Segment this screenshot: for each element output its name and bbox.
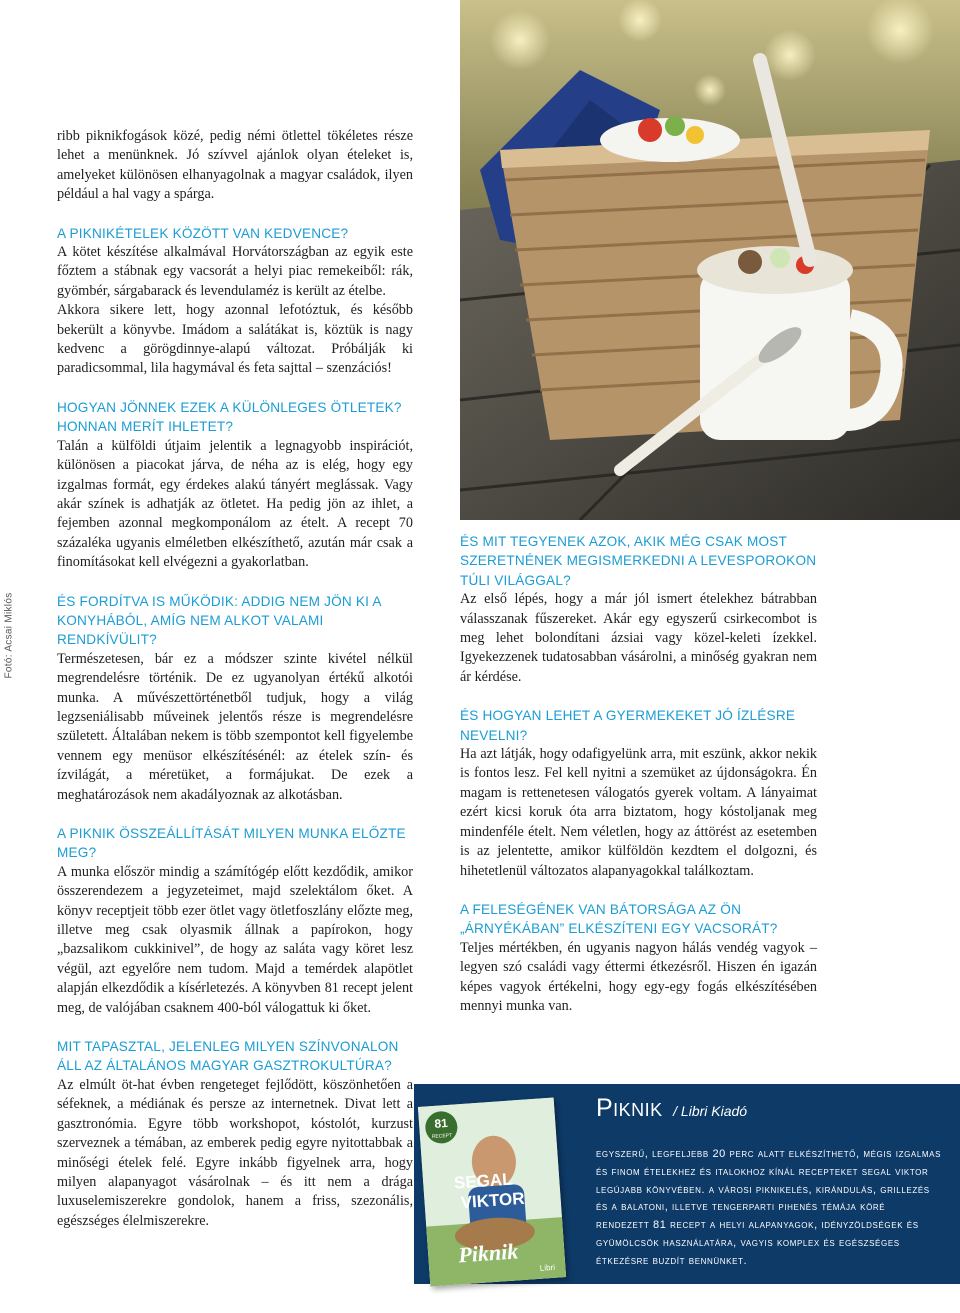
- book-cover-title: Piknik: [457, 1238, 519, 1268]
- book-cover-publisher: Libri: [539, 1262, 556, 1273]
- question-heading: MIT TAPASZTAL, JELENLEG MILYEN SZÍNVONALON ÁLL AZ ÁLTALÁNOS MAGYAR GASZTROKULTÚRA?: [57, 1039, 399, 1074]
- question-heading: ÉS FORDÍTVA IS MŰKÖDIK: ADDIG NEM JÖN KI A KONYHÁBÓL, AMÍG NEM ALKOT VALAMI RENDKÍVÜLIT?: [57, 593, 381, 648]
- answer-paragraph: Az elmúlt öt-hat évben rengeteget fejlődött, köszönhetően a séfeknek, a médiának és persze az internetnek. Divat lett a gasztronómia. Egyre több workshopot, kóstolót, kurzust szerveznek a témában, az emberek pedig egyre nyitottabbak a minőségi ételek felé. Egyre inkább figyelnek arra, hogy milyen alapanyagot vásárolnak – és itt nem a drága luxuselemiszerekre gondolok, hanem a friss, szezonális, egészséges élelmiszerekre.: [57, 1076, 413, 1229]
- intro-paragraph: ribb piknikfogások közé, pedig némi ötlettel tökéletes része lehet a menünknek. Jó szívvel ajánlok olyan ételeket is, amelyeket különösen elhanyagolnak a magyar családok, ilyen például a hal vagy a spárga.: [57, 128, 413, 203]
- question-heading: ÉS HOGYAN LEHET A GYERMEKEKET JÓ ÍZLÉSRE NEVELNI?: [460, 708, 796, 743]
- answer-paragraph: Talán a külföldi útjaim jelentik a legnagyobb inspirációt, különösen a piacokat járva, de néha az is elég, hogy egy izgalmas formát, egy érdekes alakú tányért meglássak. Vagy akár színek is adhatják az ötletet. Ha pedig jön az ihlet, a fejemben azonnal megkomponálom az ételt. A recept 70 százaléka ugyanis elméletben elkészíthető, azután már csak a finomításokat kell elvégezni a gyakorlatban.: [57, 437, 413, 571]
- book-author-last: VIKTOR: [460, 1188, 526, 1213]
- answer-paragraph: Teljes mértékben, én ugyanis nagyon hálás vendég vagyok – legyen szó családi vagy éttermi étkezésről. Hiszen én igazán képes vagyok értékelni, hogy egy-egy fogás elkészítésében mennyi munka van.: [460, 939, 817, 1014]
- answer-paragraph: Természetesen, bár ez a módszer szinte kivétel nélkül megrendelésre történik. De ez ugyanolyan értékű alkotói munka. A művészettörténetből tudjuk, hogy a világ legzseniálisabb műveinek jelentős része is megrendelésre született. Általában nekem is több szempontot kell figyelembe vennem egy menüsor elkészítésénél: az ételek szín- és ízvilágát, a méretüket, a formájukat. De ezek a meghatározások nem akadályoznak az alkotásban.: [57, 650, 413, 803]
- photo-credit: Fotó: Acsai Miklós: [3, 592, 15, 679]
- question-heading: A PIKNIK ÖSSZEÁLLÍTÁSÁT MILYEN MUNKA ELŐZTE MEG?: [57, 826, 406, 861]
- answer-paragraph: Ha azt látják, hogy odafigyelünk arra, mit eszünk, akkor nekik is fontos lesz. Fel kell nyitni a szemüket az újdonságokra. Én magam is rettenetesen válogatós gyerek voltam. A lányaimat ezért kicsi koruk óta arra biztatom, hogy kóstoljanak meg mindenféle ételt. Nem véletlen, hogy az áttörést az esetemben is az jelentette, amikor külföldön kezdtem el dolgozni, és hihetetlenül változatos alapanyagokkal találkoztam.: [460, 746, 817, 879]
- right-column: [460, 532, 817, 1016]
- question-heading: A FELESÉGÉNEK VAN BÁTORSÁGA AZ ÖN „ÁRNYÉKÁBAN” ELKÉSZÍTENI EGY VACSORÁT?: [460, 901, 778, 937]
- left-column: [57, 127, 413, 1231]
- book-author-first: SEGAL: [453, 1169, 514, 1193]
- promo-title: [596, 1094, 747, 1123]
- answer-paragraph: Akkora sikere lett, hogy azonnal lefotóztuk, és később bekerült a könyvbe. Imádom a salátákat is, köztük is nagy kedvenc a görögdinnye-alapú változat. Próbálják ki paradicsommal, lila hagymával és feta sajttal – szenzációs!: [57, 302, 413, 377]
- book-cover-image: [418, 1097, 566, 1286]
- answer-paragraph: A munka először mindig a számítógép előtt kezdődik, amikor összerendezem a jegyzeteimet, majd szelektálom őket. A könyv receptjeit több ezer ötlet vagy ötletfoszlány előzte meg, illetve meg csak olyasmik állnak a papírokon, hogy „bazsalikom cukkinivel”, de hogy az saláta vagy köret lesz végül, azt egyelőre nem tudom. Majd a temérdek alapötlet alapján elkezdődik a kísérletezés. A könyvben 81 recept jelent meg, de valójában csaknem 400-ból válogattuk ki őket.: [57, 863, 413, 1016]
- promo-book-title: Piknik: [596, 1094, 663, 1122]
- question-heading: HOGYAN JÖNNEK EZEK A KÜLÖNLEGES ÖTLETEK? HONNAN MERÍT IHLETET?: [57, 399, 402, 435]
- question-heading: ÉS MIT TEGYENEK AZOK, AKIK MÉG CSAK MOST SZERETNÉNEK MEGISMERKEDNI A LEVESPOROKON TÚLI VILÁGGAL?: [460, 534, 817, 588]
- promo-publisher: / Libri Kiadó: [673, 1103, 748, 1119]
- book-badge-number: 81: [433, 1115, 449, 1131]
- book-badge-text: RECEPT: [431, 1132, 453, 1141]
- answer-paragraph: A kötet készítése alkalmával Horvátországban az egyik este főztem a stábnak egy vacsorát a helyi piac remekeiből: rák, gyömbér, sárgabarack és levendulaméz is került az ételbe.: [57, 244, 413, 299]
- answer-paragraph: Az első lépés, hogy a már jól ismert ételekhez bátrabban válasszanak fűszereket. Akár egy egyszerű csirkecombot is meg lehet bolondítani ázsiai vagy közel-keleti ízekkel. Igyekezzenek tudatosabban vásárolni, a minőség gyakran nem ár kérdése.: [460, 591, 817, 685]
- question-heading: A PIKNIKÉTELEK KÖZÖTT VAN KEDVENCE?: [57, 225, 349, 241]
- hero-photo: [460, 0, 960, 520]
- promo-description: egyszerű, legfeljebb 20 perc alatt elkészíthető, mégis izgalmas és finom ételekhez és italokhoz kínál recepteket segal viktor legújabb könyvében. a városi piknikelés, kirándulás, grillezés és a balatoni, illetve tengerparti pihenés témája köré rendezett 81 recept a helyi alapanyagok, idényzöldségek és gyümölcsök használatára, vagyis komplex és egészséges étkezésre buzdít bennünket.: [596, 1148, 942, 1267]
